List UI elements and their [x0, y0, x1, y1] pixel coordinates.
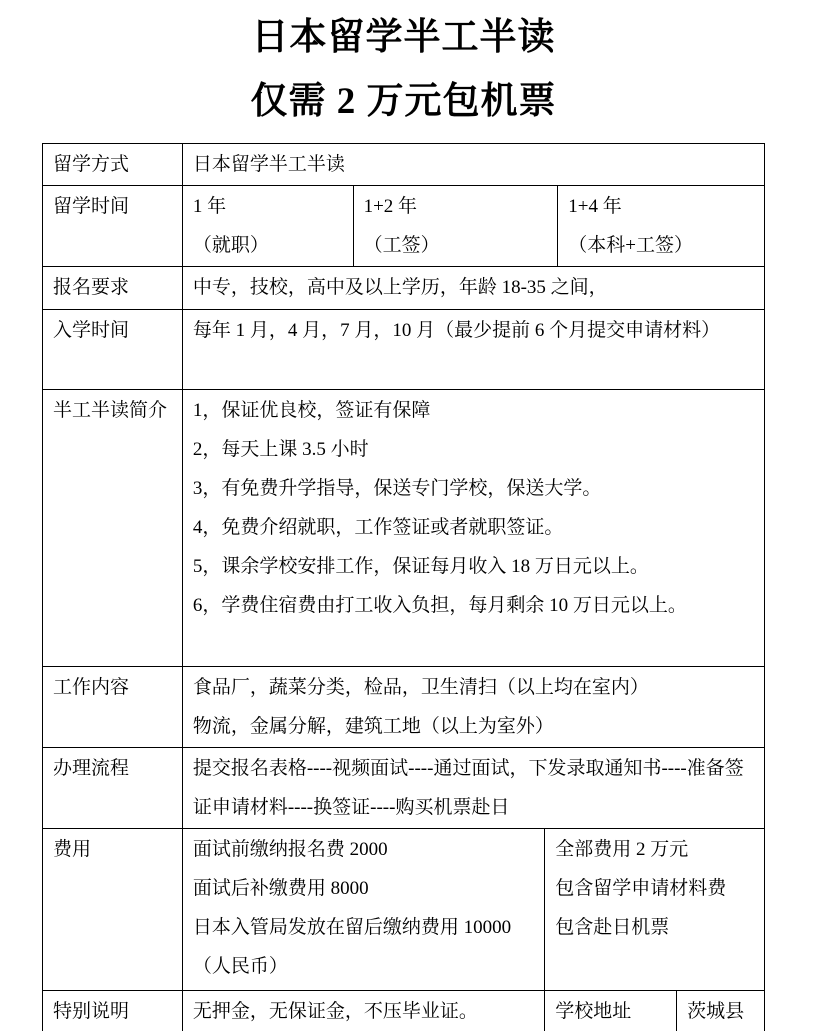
cell-study-method-value [183, 144, 765, 186]
cell-line: 包含留学申请材料费 [555, 878, 727, 899]
cell-line: 5，课余学校安排工作，保证每月收入 18 万日元以上。 [192, 556, 649, 577]
row-label-study-method: 留学方式 [43, 144, 183, 186]
table-row-fees [43, 829, 765, 991]
cell-line: 包含赴日机票 [555, 917, 670, 938]
cell-line: （本科+工签） [568, 235, 694, 256]
table-row-study-duration [43, 186, 765, 267]
cell-line: 提交报名表格----视频面试----通过面试，下发录取通知书----准备签证申请材料----换签证----购买机票赴日 [192, 758, 744, 818]
cell-line: （工签） [363, 235, 440, 256]
cell-school-address-label [545, 991, 677, 1031]
cell-line: 面试前缴纳报名费 2000 [192, 839, 388, 860]
cell-line: 物流，金属分解，建筑工地（以上为室外） [192, 716, 554, 737]
row-label-fees: 费用 [43, 829, 183, 991]
cell-line: 日本留学半工半读 [192, 154, 345, 175]
cell-line: （人民币） [192, 956, 288, 977]
row-label-work-content: 工作内容 [43, 667, 183, 748]
cell-line: 无押金，无保证金，不压毕业证。 [192, 1001, 478, 1022]
cell-line: 1，保证优良校，签证有保障 [192, 400, 431, 421]
cell-duration-1plus4yr [558, 186, 765, 267]
table-row-requirements [43, 267, 765, 310]
cell-line: 全部费用 2 万元 [555, 839, 689, 860]
cell-line: 3，有免费升学指导，保送专门学校，保送大学。 [192, 478, 602, 499]
document-title-line-1: 日本留学半工半读 [251, 17, 556, 58]
cell-fees-breakdown [183, 829, 545, 991]
row-label-study-duration: 留学时间 [43, 186, 183, 267]
table-row-special-notes [43, 991, 765, 1031]
row-label-requirements: 报名要求 [43, 267, 183, 310]
row-label-program-intro: 半工半读简介 [43, 390, 183, 667]
cell-special-notes-value [183, 991, 545, 1031]
table-row-enrollment-time [43, 310, 765, 390]
row-label-special-notes: 特别说明 [43, 991, 183, 1031]
cell-program-intro-value [183, 390, 765, 667]
cell-work-content-value [183, 667, 765, 748]
info-table [42, 143, 765, 1031]
row-label-enrollment-time: 入学时间 [43, 310, 183, 390]
cell-enrollment-time-value [183, 310, 765, 390]
cell-line: 1+2 年 [363, 196, 418, 217]
cell-line: 日本入管局发放在留后缴纳费用 10000 [192, 917, 512, 938]
document-title-line-2: 仅需 2 万元包机票 [250, 81, 557, 122]
cell-line: 食品厂，蔬菜分类，检品，卫生清扫（以上均在室内） [192, 677, 649, 698]
cell-line: 4，免费介绍就职，工作签证或者就职签证。 [192, 517, 564, 538]
table-row-study-method [43, 144, 765, 186]
cell-duration-1yr [183, 186, 354, 267]
cell-line: 茨城县 [687, 1001, 745, 1022]
cell-line: 每年 1 月，4 月，7 月，10 月（最少提前 6 个月提交申请材料） [192, 320, 721, 341]
cell-fees-total [545, 829, 765, 991]
row-label-process: 办理流程 [43, 748, 183, 829]
cell-line: 1 年 [192, 196, 227, 217]
cell-process-value [183, 748, 765, 829]
cell-duration-1plus2yr [354, 186, 559, 267]
cell-line: 6，学费住宿费由打工收入负担，每月剩余 10 万日元以上。 [192, 595, 687, 616]
table-row-program-intro [43, 390, 765, 667]
cell-line: （就职） [192, 235, 269, 256]
cell-line: 1+4 年 [568, 196, 622, 217]
cell-requirements-value [183, 267, 765, 310]
cell-school-address-value [677, 991, 765, 1031]
table-row-work-content [43, 667, 765, 748]
cell-line: 面试后补缴费用 8000 [192, 878, 369, 899]
cell-line: 中专，技校，高中及以上学历，年龄 18-35 之间， [192, 277, 608, 298]
cell-line: 2，每天上课 3.5 小时 [192, 439, 369, 460]
document-title-block [42, 0, 765, 134]
table-row-process [43, 748, 765, 829]
cell-line: 学校地址 [555, 1001, 632, 1022]
